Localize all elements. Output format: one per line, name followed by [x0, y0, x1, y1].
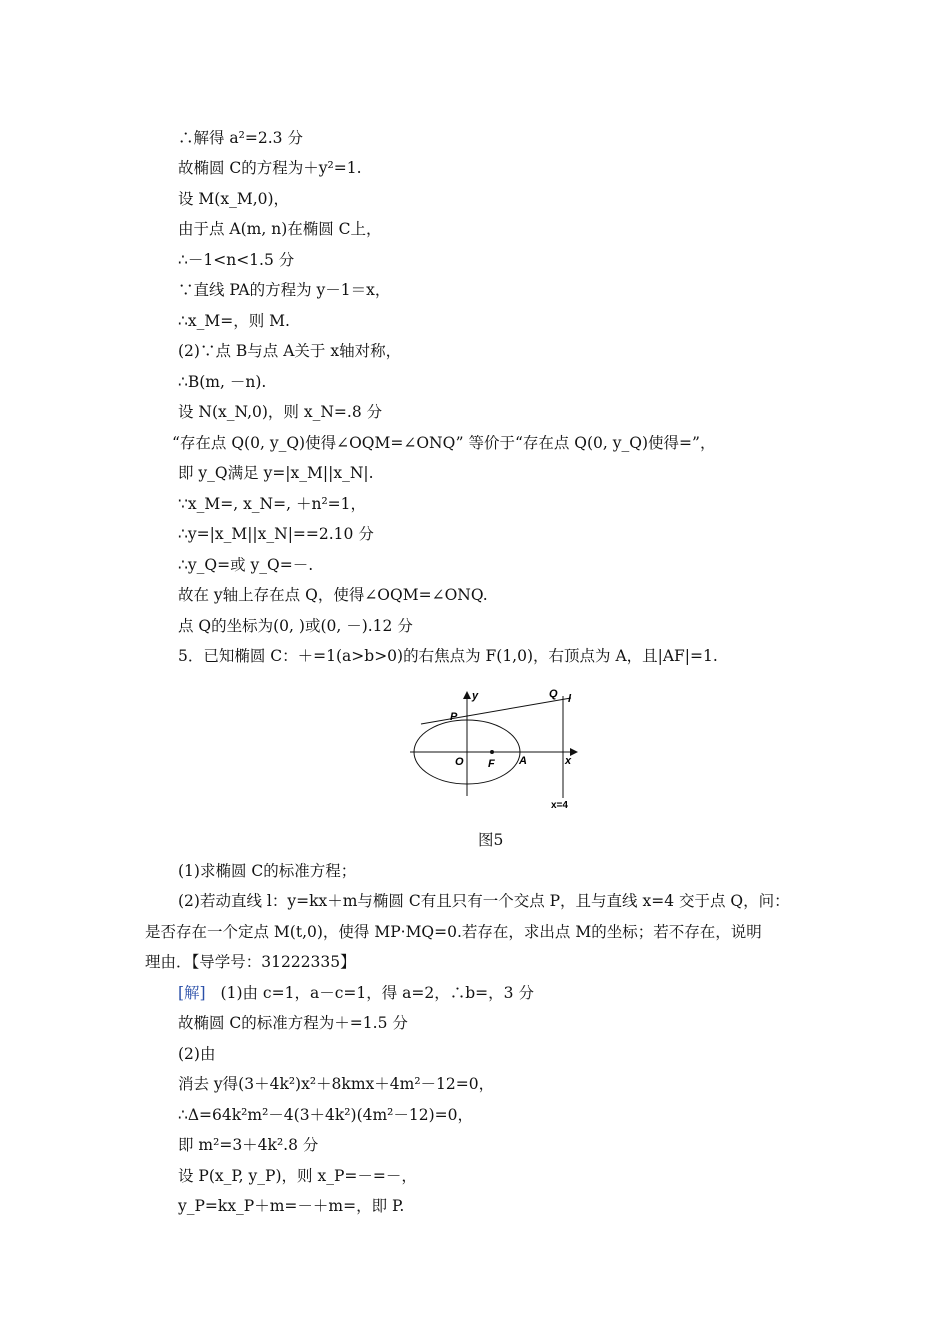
solution-text: (1)由 c=1，a－c=1，得 a=2，∴b=，3 分: [220, 984, 534, 1002]
text-line: ∴x_M=，则 M.: [178, 312, 290, 330]
label-A: A: [519, 755, 527, 767]
text-line: ∴y_Q=或 y_Q=－.: [178, 556, 314, 574]
problem-statement: 5．已知椭圆 C：＋=1(a>b>0)的右焦点为 F(1,0)，右顶点为 A，且|AF|=1.: [178, 647, 718, 665]
tangent-line-l: [421, 698, 571, 724]
figure-caption: 图5: [478, 831, 504, 849]
label-x-equals-4: x=4: [551, 800, 568, 811]
text-line: 点 Q的坐标为(0, )或(0, －).12 分: [178, 617, 413, 635]
solution-line: (2)由: [178, 1045, 216, 1063]
ellipse-figure: [405, 686, 585, 812]
text-line: 故在 y轴上存在点 Q，使得∠OQM=∠ONQ.: [178, 586, 488, 604]
label-O: O: [455, 756, 464, 768]
label-l: l: [568, 693, 572, 705]
text-line: ∴解得 a²=2.3 分: [178, 129, 303, 147]
text-line: ∴－1<n<1.5 分: [178, 251, 295, 269]
label-x: x: [565, 755, 572, 767]
solution-first-line: [178, 983, 534, 1003]
label-y: y: [472, 690, 479, 702]
solution-line: 设 P(x_P, y_P)，则 x_P=－=－，: [178, 1167, 417, 1185]
solution-line: 故椭圆 C的标准方程为＋=1.5 分: [178, 1014, 408, 1032]
text-line: 故椭圆 C的方程为＋y²=1.: [178, 159, 362, 177]
text-line: 设 M(x_M,0)，: [178, 190, 290, 208]
question-2: (2)若动直线 l：y=kx＋m与椭圆 C有且只有一个交点 P，且与直线 x=4 交于点 Q，问：: [178, 892, 790, 910]
solution-line: 即 m²=3＋4k².8 分: [178, 1136, 319, 1154]
solution-tag: [解]: [178, 984, 206, 1002]
text-line: 设 N(x_N,0)，则 x_N=.8 分: [178, 403, 383, 421]
text-line: ∵直线 PA的方程为 y－1＝x，: [178, 281, 391, 299]
solution-line: ∴Δ=64k²m²－4(3＋4k²)(4m²－12)=0，: [178, 1106, 474, 1124]
text-line: “存在点 Q(0, y_Q)使得∠OQM=∠ONQ” 等价于“存在点 Q(0, y_Q)使得=”，: [172, 434, 716, 452]
label-P: P: [450, 711, 458, 723]
label-F: F: [488, 758, 495, 770]
solution-line: y_P=kx_P＋m=－＋m=，即 P.: [178, 1197, 405, 1215]
question-2-cont: 是否存在一个定点 M(t,0)，使得 MP·MQ=0.若存在，求出点 M的坐标；若不存在，说明: [145, 923, 762, 941]
question-2-cont: 理由．【导学号：31222335】: [145, 953, 356, 971]
text-line: 即 y_Q满足 y=|x_M||x_N|.: [178, 464, 374, 482]
text-line: ∴B(m, －n).: [178, 373, 267, 391]
text-line: ∴y=|x_M||x_N|==2.10 分: [178, 525, 374, 543]
text-line: ∵x_M=, x_N=, ＋n²=1，: [178, 495, 367, 513]
text-line: 由于点 A(m, n)在椭圆 C上，: [178, 220, 382, 238]
label-Q: Q: [549, 688, 558, 700]
text-line: (2)∵点 B与点 A关于 x轴对称，: [178, 342, 402, 360]
focus-point: [490, 750, 494, 754]
question-1: (1)求椭圆 C的标准方程；: [178, 862, 357, 880]
solution-line: 消去 y得(3＋4k²)x²＋8kmx＋4m²－12=0，: [178, 1075, 495, 1093]
